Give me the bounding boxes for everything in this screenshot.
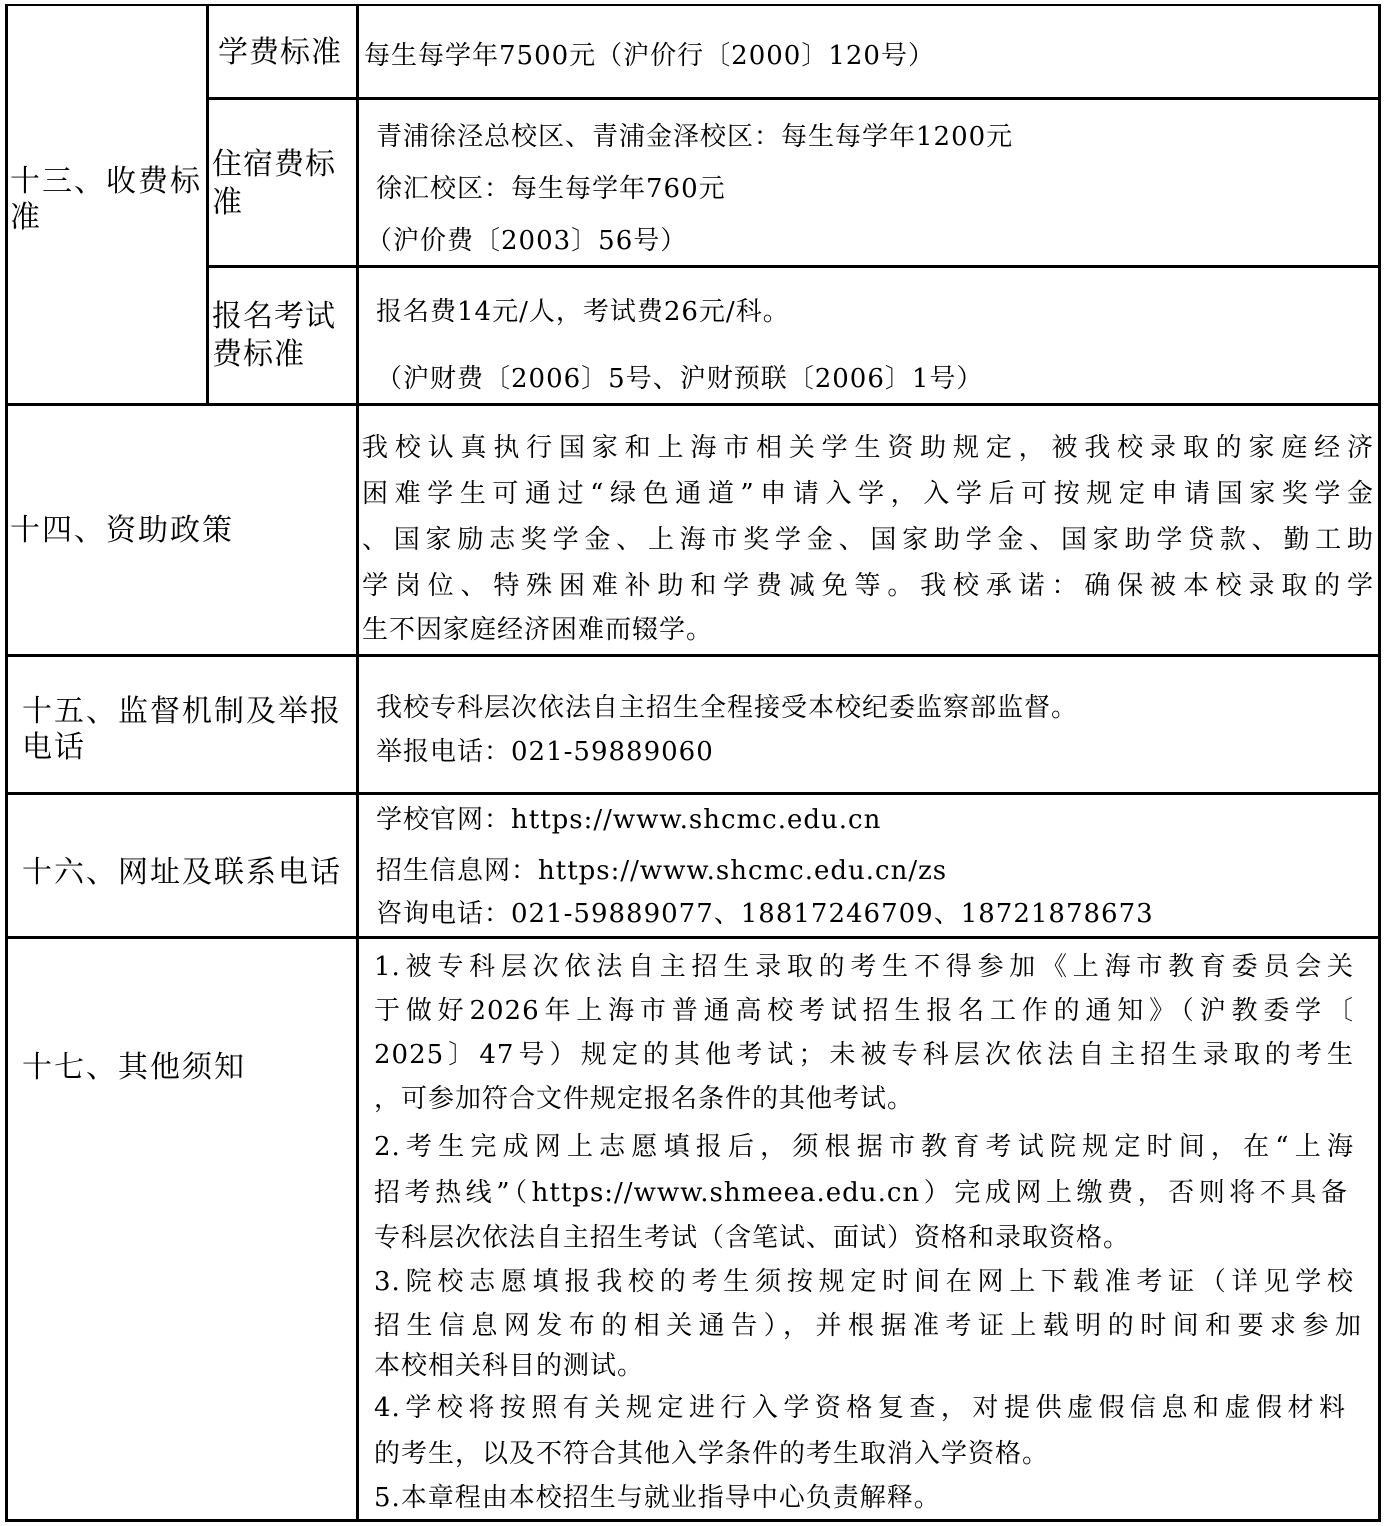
section-label-website: 十六、网址及联系电话 — [22, 855, 342, 890]
exam-fee-line: 报名费14元/人，考试费26元/科。 — [376, 297, 790, 327]
notes-line: 招生信息网发布的相关通告），并根据准考证上载明的时间和要求参加 — [374, 1311, 1362, 1341]
exam-fee-line: （沪财费〔2006〕5号、沪财预联〔2006〕1号） — [376, 364, 984, 394]
aid-line: 生不因家庭经济困难而辍学。 — [362, 615, 714, 645]
table-border-bottom — [5, 1519, 1381, 1522]
table-border-right — [1378, 4, 1381, 1522]
row-divider — [5, 936, 1381, 939]
row-divider — [5, 654, 1381, 657]
section-label-notes: 十七、其他须知 — [22, 1050, 246, 1085]
accommodation-label: 住宿费标准 — [212, 147, 336, 220]
consult-phone: 咨询电话：021-59889077、18817246709、18721878673 — [376, 899, 1154, 929]
accommodation-line: 徐汇校区：每生每学年760元 — [376, 174, 726, 204]
row-divider — [208, 265, 1380, 268]
notes-line: 本校相关科目的测试。 — [374, 1351, 645, 1381]
notes-line: 于做好2026年上海市普通高校考试招生报名工作的通知》（沪教委学〔 — [374, 996, 1354, 1026]
table-border-top — [5, 4, 1381, 6]
section-label-supervision: 十五、监督机制及举报电话 — [22, 694, 342, 765]
section-label-fees: 十三、收费标准 — [10, 164, 202, 235]
school-website-link[interactable]: 学校官网：https://www.shcmc.edu.cn — [376, 805, 882, 835]
aid-line: 困难学生可通过“绿色通道”申请入学，入学后可按规定申请国家奖学金 — [362, 479, 1374, 509]
row-divider — [5, 792, 1381, 795]
tuition-label: 学费标准 — [218, 35, 342, 70]
notes-line: 2.考生完成网上志愿填报后，须根据市教育考试院规定时间，在“上海 — [374, 1132, 1354, 1162]
row-divider — [5, 403, 1381, 406]
aid-line: 我校认真执行国家和上海市相关学生资助规定，被我校录取的家庭经济 — [362, 433, 1374, 463]
aid-line: 、国家励志奖学金、上海市奖学金、国家助学金、国家助学贷款、勤工助 — [362, 525, 1374, 555]
exam-fee-label: 报名考试费标准 — [212, 299, 336, 372]
table-border-left — [5, 4, 8, 1522]
notes-line: 招考热线”（https://www.shmeea.edu.cn）完成网上缴费，否则将不具备 — [374, 1178, 1348, 1208]
notes-line: 5.本章程由本校招生与就业指导中心负责解释。 — [374, 1483, 941, 1513]
notes-line: 1.被专科层次依法自主招生录取的考生不得参加《上海市教育委员会关 — [374, 952, 1354, 982]
notes-line: 的考生，以及不符合其他入学条件的考生取消入学资格。 — [374, 1439, 1050, 1469]
notes-line: 专科层次依法自主招生考试（含笔试、面试）资格和录取资格。 — [374, 1223, 1131, 1253]
supervision-line: 我校专科层次依法自主招生全程接受本校纪委监察部监督。 — [376, 693, 1079, 723]
notes-line: 4.学校将按照有关规定进行入学资格复查，对提供虚假信息和虚假材料 — [374, 1393, 1346, 1423]
row-divider — [208, 97, 1380, 100]
accommodation-line: 青浦徐泾总校区、青浦金泽校区：每生每学年1200元 — [376, 122, 1014, 152]
accommodation-line: （沪价费〔2003〕56号） — [366, 226, 688, 256]
aid-line: 学岗位、特殊困难补助和学费减免等。我校承诺：确保被本校录取的学 — [362, 571, 1374, 601]
notes-line: ，可参加符合文件规定报名条件的其他考试。 — [374, 1084, 915, 1114]
admission-website-link[interactable]: 招生信息网：https://www.shcmc.edu.cn/zs — [376, 856, 948, 886]
notes-line: 3.院校志愿填报我校的考生须按规定时间在网上下载准考证（详见学校 — [374, 1267, 1354, 1297]
column-divider-main — [356, 4, 359, 1522]
section-label-aid: 十四、资助政策 — [10, 513, 234, 548]
column-divider-sub — [206, 4, 209, 405]
report-phone: 举报电话：021-59889060 — [376, 737, 714, 767]
tuition-value: 每生每学年7500元（沪价行〔2000〕120号） — [364, 41, 935, 71]
notes-line: 2025〕47号）规定的其他考试；未被专科层次依法自主招生录取的考生 — [374, 1040, 1354, 1070]
